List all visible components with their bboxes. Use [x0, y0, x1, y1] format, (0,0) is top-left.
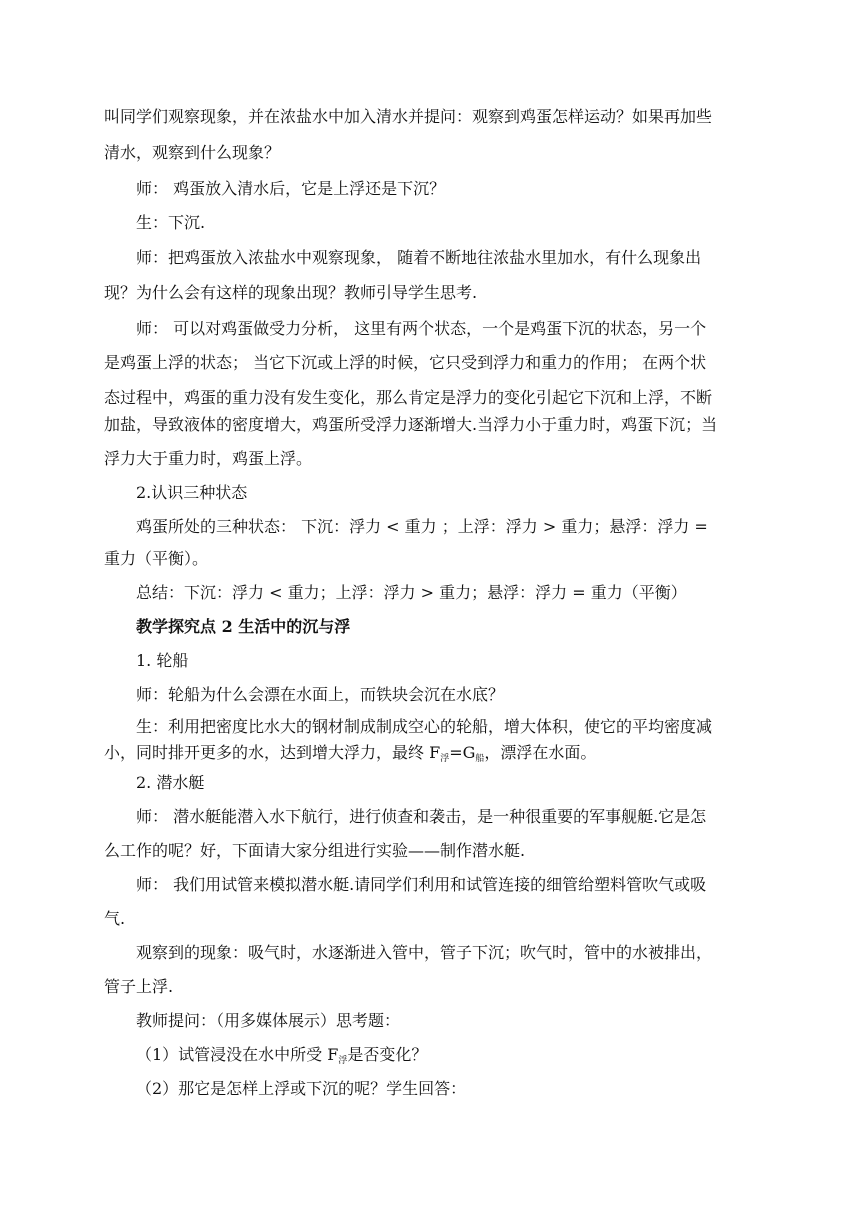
text-line: 叫同学们观察现象，并在浓盐水中加入清水并提问：观察到鸡蛋怎样运动？如果再加些	[104, 107, 713, 126]
text-line: 师：轮船为什么会漂在水面上，而铁块会沉在水底？	[136, 685, 505, 704]
text-line: 师：把鸡蛋放入浓盐水中观察现象， 随着不断地往浓盐水里加水，有什么现象出	[136, 248, 702, 267]
text-span: （1）试管浸没在水中所受 F	[136, 1045, 339, 1064]
text-line: 教师提问：（用多媒体展示）思考题：	[136, 1011, 401, 1030]
text-span: 是否变化？	[347, 1045, 428, 1064]
text-line: 态过程中，鸡蛋的重力没有发生变化，那么肯定是浮力的变化引起它下沉和上浮，不断	[104, 388, 713, 407]
section-heading-bold: 教学探究点 2 生活中的沉与浮	[136, 617, 351, 636]
text-line: 师： 鸡蛋放入清水后，它是上浮还是下沉？	[136, 179, 446, 198]
text-line: 师： 我们用试管来模拟潜水艇.请同学们利用和试管连接的细管给塑料管吹气或吸	[136, 875, 707, 894]
subsection-heading: 1. 轮船	[136, 651, 189, 670]
text-line: 师： 潜水艇能潜入水下航行，进行侦查和袭击，是一种很重要的军事舰艇.它是怎	[136, 807, 707, 826]
text-line: 生：下沉.	[136, 213, 206, 232]
text-line-with-subscripts	[104, 742, 596, 770]
question-line	[136, 1044, 427, 1072]
text-line: 观察到的现象：吸气时，水逐渐进入管中，管子下沉；吹气时，管中的水被排出，	[136, 943, 713, 962]
question-line: （2）那它是怎样上浮或下沉的呢？学生回答：	[136, 1079, 467, 1098]
text-line: 现？为什么会有这样的现象出现？教师引导学生思考.	[104, 283, 478, 302]
subscript: 浮	[440, 754, 450, 764]
subscript: 浮	[338, 1056, 348, 1066]
text-line: 是鸡蛋上浮的状态； 当它下沉或上浮的时候，它只受到浮力和重力的作用； 在两个状	[104, 353, 707, 372]
text-line: 师： 可以对鸡蛋做受力分析， 这里有两个状态，一个是鸡蛋下沉的状态，另一个	[136, 319, 707, 338]
text-span: =G	[449, 743, 476, 762]
text-line: 重力（平衡）。	[104, 549, 209, 568]
text-line: 么工作的呢？好，下面请大家分组进行实验——制作潜水艇.	[104, 841, 526, 860]
subscript: 船	[475, 754, 485, 764]
text-line: 气.	[104, 909, 126, 928]
text-line: 鸡蛋所处的三种状态： 下沉：浮力 < 重力 ；上浮：浮力 > 重力；悬浮：浮力 =	[136, 517, 708, 536]
text-line: 生：利用把密度比水大的钢材制成制成空心的轮船，增大体积，使它的平均密度减	[136, 717, 713, 736]
summary-line: 总结：下沉：浮力 < 重力；上浮：浮力 > 重力；悬浮：浮力 = 重力（平衡）	[136, 583, 687, 602]
text-line: 管子上浮.	[104, 977, 174, 996]
text-span: ，漂浮在水面。	[484, 743, 597, 762]
section-heading: 2.认识三种状态	[136, 483, 248, 502]
text-line: 浮力大于重力时，鸡蛋上浮。	[104, 449, 313, 468]
text-line: 清水，观察到什么现象？	[104, 143, 281, 162]
text-span: 小，同时排开更多的水，达到增大浮力，最终 F	[104, 743, 441, 762]
subsection-heading: 2. 潜水艇	[136, 773, 205, 792]
text-line: 加盐，导致液体的密度增大，鸡蛋所受浮力逐渐增大.当浮力小于重力时，鸡蛋下沉；当	[104, 415, 718, 434]
